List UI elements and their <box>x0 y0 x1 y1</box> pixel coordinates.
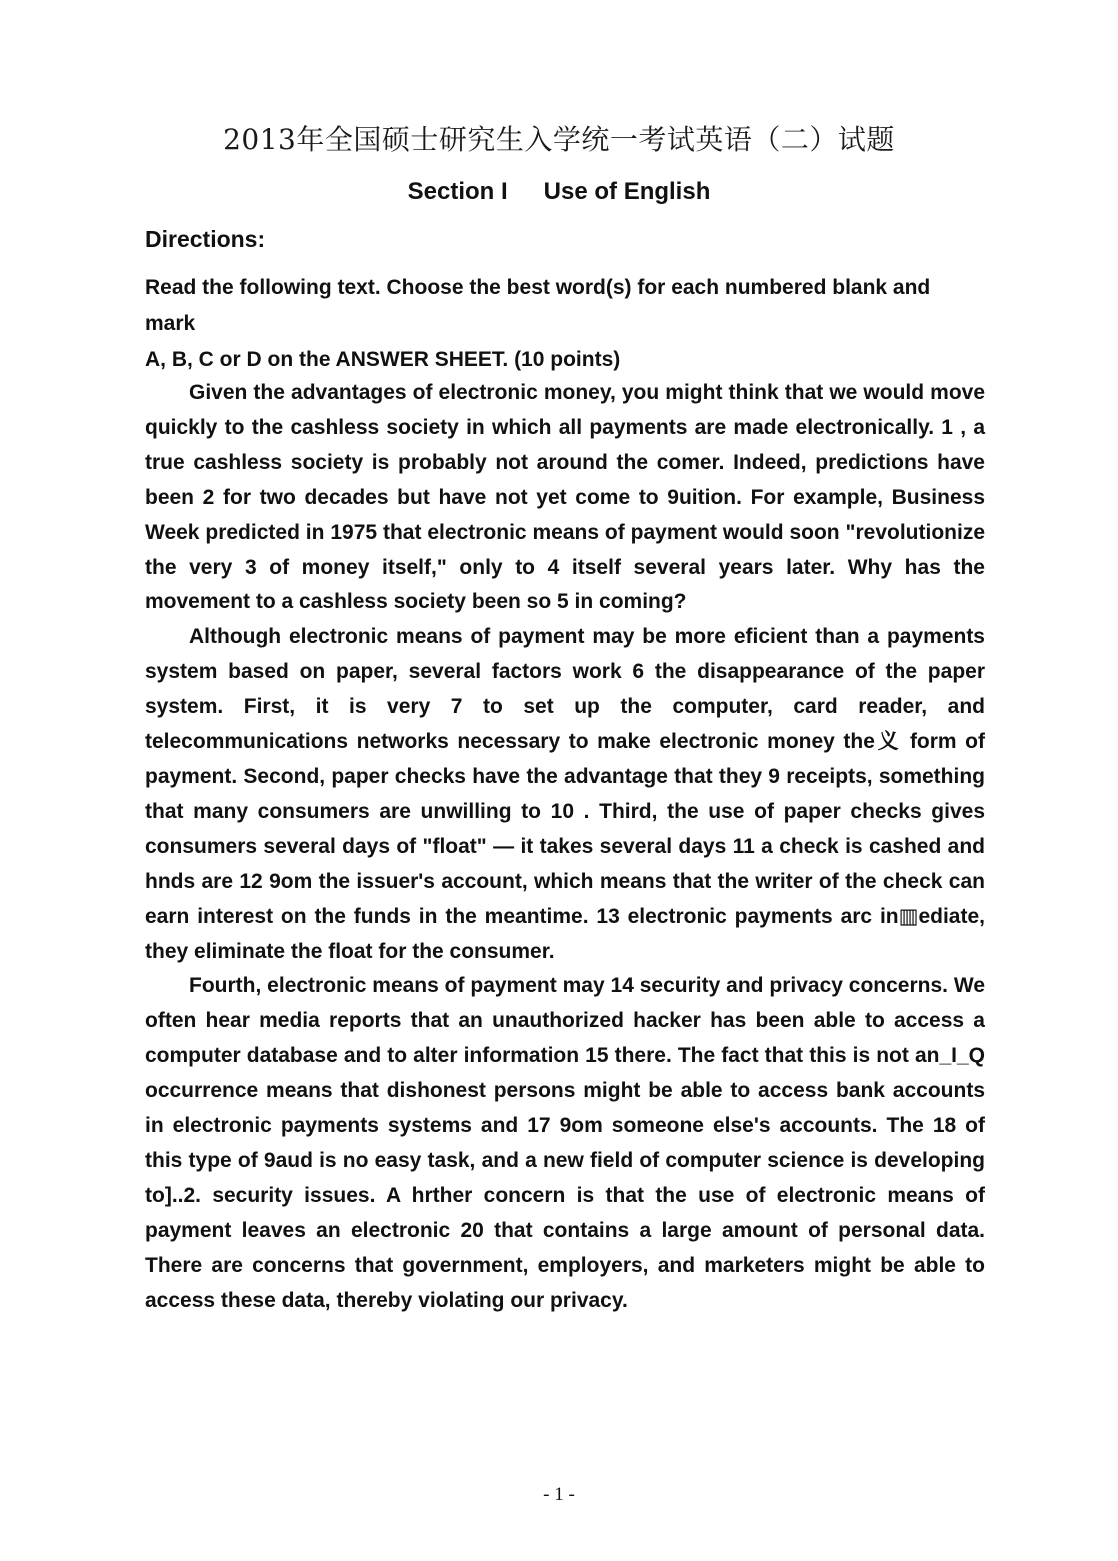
passage-paragraph-2: Although electronic means of payment may be more eficient than a payments system based on paper, several factors work 6 the disappearance of the paper system. First, it is very 7 to set up the computer, card reader, and telecommunications networks necessary to make electronic money the义 form of payment. Second, paper checks have the advantage that they 9 receipts, something that many consumers are unwilling to 10 . Third, the use of paper checks gives consumers several days of "float" — it takes several days 11 a check is cashed and hnds are 12 9om the issuer's account, which means that the writer of the check can earn interest on the funds in the meantime. 13 electronic payments arc in▥ediate, they eliminate the float for the consumer. <box>145 625 985 963</box>
instructions-line-1: Read the following text. Choose the best word(s) for each numbered blank and mark <box>145 276 931 335</box>
instructions <box>145 270 975 378</box>
instructions-line-2: A, B, C or D on the ANSWER SHEET. (10 points) <box>145 348 621 371</box>
section-heading <box>0 178 1118 206</box>
section-name: Use of English <box>543 178 711 205</box>
page-number: - 1 - <box>543 1484 575 1505</box>
passage-paragraph-1: Given the advantages of electronic money, you might think that we would move quickly to the cashless society in which all payments are made electronically. 1 , a true cashless society is probably not around the comer. Indeed, predictions have been 2 for two decades but have not yet come to 9uition. For example, Business Week predicted in 1975 that electronic means of payment would soon "revolutionize the very 3 of money itself," only to 4 itself several years later. Why has the movement to a cashless society been so 5 in coming? <box>145 381 985 614</box>
section-label: Section I <box>407 178 508 205</box>
passage-paragraph-3: Fourth, electronic means of payment may 14 security and privacy concerns. We often hear media reports that an unauthorized hacker has been able to access a computer database and to alter information 15 there. The fact that this is not an_I_Q occurrence means that dishonest persons might be able to access bank accounts in electronic payments systems and 17 9om someone else's accounts. The 18 of this type of 9aud is no easy task, and a new field of computer science is developing to]..2. security issues. A hrther concern is that the use of electronic means of payment leaves an electronic 20 that contains a large amount of personal data. There are concerns that government, employers, and marketers might be able to access these data, thereby violating our privacy. <box>145 974 985 1312</box>
exam-title: 2013年全国硕士研究生入学统一考试英语（二）试题 <box>223 123 895 156</box>
cloze-passage <box>145 376 985 1318</box>
directions-heading: Directions: <box>145 226 266 252</box>
